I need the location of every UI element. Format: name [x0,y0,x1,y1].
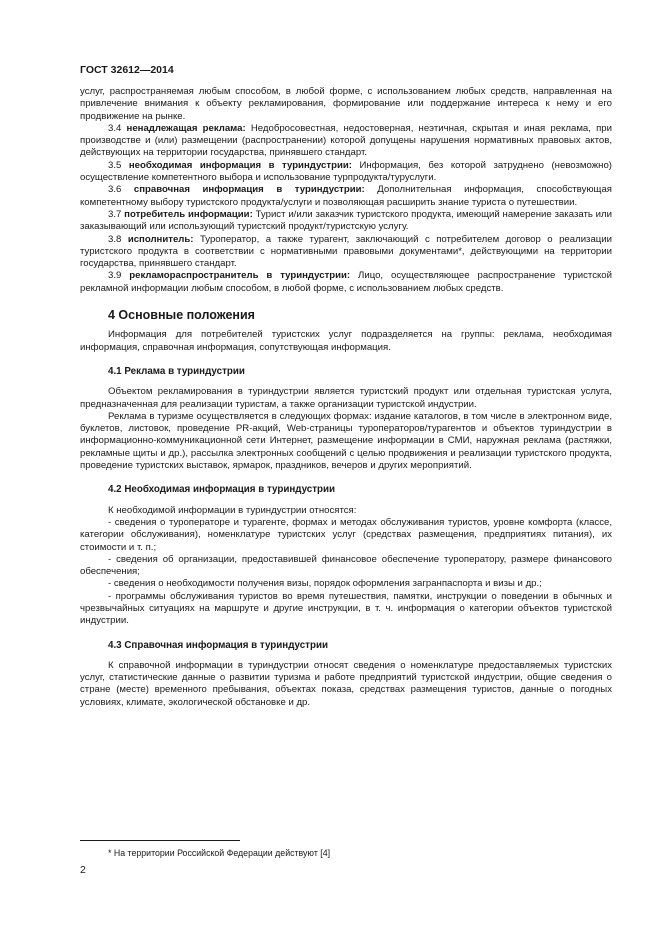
section-4-1-paragraph-1: Объектом рекламирования в туриндустрии является туристский продукт или отдельная туристская услуга, предназначенная для реализации туристам, а также организации туристской индустрии. [80,386,612,410]
definition-3-5 [80,160,612,185]
definition-text: Недобросовестная, недостоверная, неэтичная, скрытая и иная реклама, при производстве и (или) размещении (распространении) которой допущены нарушения нормативных правовых актов, действующих на территории государства, принявшего стандарт. [80,122,612,159]
definition-term: ненадлежащая реклама: [126,122,246,134]
section-4-heading: 4 Основные положения [108,308,255,323]
definition-term: рекламораспространитель в туриндустрии: [129,270,351,282]
definition-number: 3.7 [108,208,122,220]
footnote-divider [80,840,240,841]
section-4-1-heading: 4.1 Реклама в туриндустрии [108,365,245,377]
definition-term: необходимая информация в туриндустрии: [128,159,352,171]
section-4-3-paragraph-1: К справочной информации в туриндустрии относят сведения о номенклатуре предоставляемых туристских услуг, статистические данные о развитии туризма и работе предприятий туристской индустрии, общие сведения о стране (месте) временного пребывания, объектах показа, средствах размещения туристов, данные о погодных условиях, климате, экологической обстановке и др. [80,659,612,708]
definition-number: 3.5 [108,159,122,171]
definition-3-6 [80,184,612,209]
definition-number: 3.6 [108,184,122,196]
definition-3-8 [80,234,612,271]
definition-number: 3.8 [108,233,122,245]
intro-paragraph: услуг, распространяемая любым способом, в любой форме, с использованием любых средств, направленная на привлечение внимания к объекту рекламирования, формирование или поддержание интереса к нему и его продвижение на рынке. [80,86,612,122]
section-4-2-lead: К необходимой информации в туриндустрии относятся: [108,504,357,516]
definition-3-9 [80,270,612,295]
section-4-3-heading: 4.3 Справочная информация в туриндустрии [108,639,329,651]
definition-number: 3.4 [108,122,122,134]
definition-text: Лицо, осуществляющее распространение туристской рекламной информации любым способом, в любой форме, с использованием любых средств. [80,270,612,294]
document-body [80,86,612,709]
section-4-1-paragraph-2: Реклама в туризме осуществляется в следующих формах: издание каталогов, в том числе в электронном виде, буклетов, листовок, проведение PR-акций, Web-страницы туроператоров/турагентов и объектов туриндустрии в информационно-коммуникационной сети Интернет, размещение информации в СМИ, наружная реклама (растяжки, рекламные щиты и др.), рассылка электронных сообщений с целью продвижения и реализации туристского продукта, проведение туристских выставок, ярмарок, праздников, вечеров и других мероприятий. [80,410,612,472]
definition-3-4 [80,123,612,160]
definition-text: Дополнительная информация, способствующая компетентному выбору туристского продукта/услуги и позволяющая расширить знание туриста о путешествии. [80,184,612,208]
section-4-2-heading: 4.2 Необходимая информация в туриндустрии [108,484,336,496]
definition-text: Информация, без которой затруднено (невозможно) осуществление компетентного выбора и использование турпродукта/туруслуги. [80,159,613,184]
definition-text: Турист и/или заказчик туристского продукта, имеющий намерение заказать или заказывающий или использующий туристский продукт/туристскую услугу. [80,208,612,233]
definition-number: 3.9 [108,270,122,282]
footnote: * На территории Российской Федерации действуют [4] [108,848,331,858]
list-item: - сведения о необходимости получения визы, порядок оформления загранпаспорта и визы и др.; [108,578,542,590]
list-item: - программы обслуживания туристов во время путешествия, памятки, инструкции о поведении в обычных и чрезвычайных ситуациях на маршруте и другие инструкции, в т. ч. информация о категории объектов туристской индустрии. [80,590,612,627]
page-number: 2 [80,864,86,876]
list-item: - сведения о туроператоре и турагенте, формах и методах обслуживания туристов, уровне комфорта (классе, категории обслуживания), номенклатуре туристских услуг (средствах размещения, предприятиях питания), их стоимости и т. п.; [80,516,612,553]
definition-3-7 [80,209,612,234]
list-item: - сведения об организации, предоставившей финансовое обеспечение туроператору, размере финансового обеспечения; [80,553,612,578]
section-4-intro: Информация для потребителей туристских услуг подразделяется на группы: реклама, необходимая информация, справочная информация, сопутствующая информация. [80,329,612,353]
definition-text: Туроператор, а также турагент, заключающий с потребителем договор о реализации туристского продукта в соответствии с нормативными правовыми документами*, действующими на территории государства, принявшего стандарт. [80,233,613,270]
definition-term: исполнитель: [127,233,194,245]
definition-term: справочная информация в туриндустрии: [133,184,365,196]
standard-header: ГОСТ 32612—2014 [80,64,174,76]
definition-term: потребитель информации: [124,208,253,220]
